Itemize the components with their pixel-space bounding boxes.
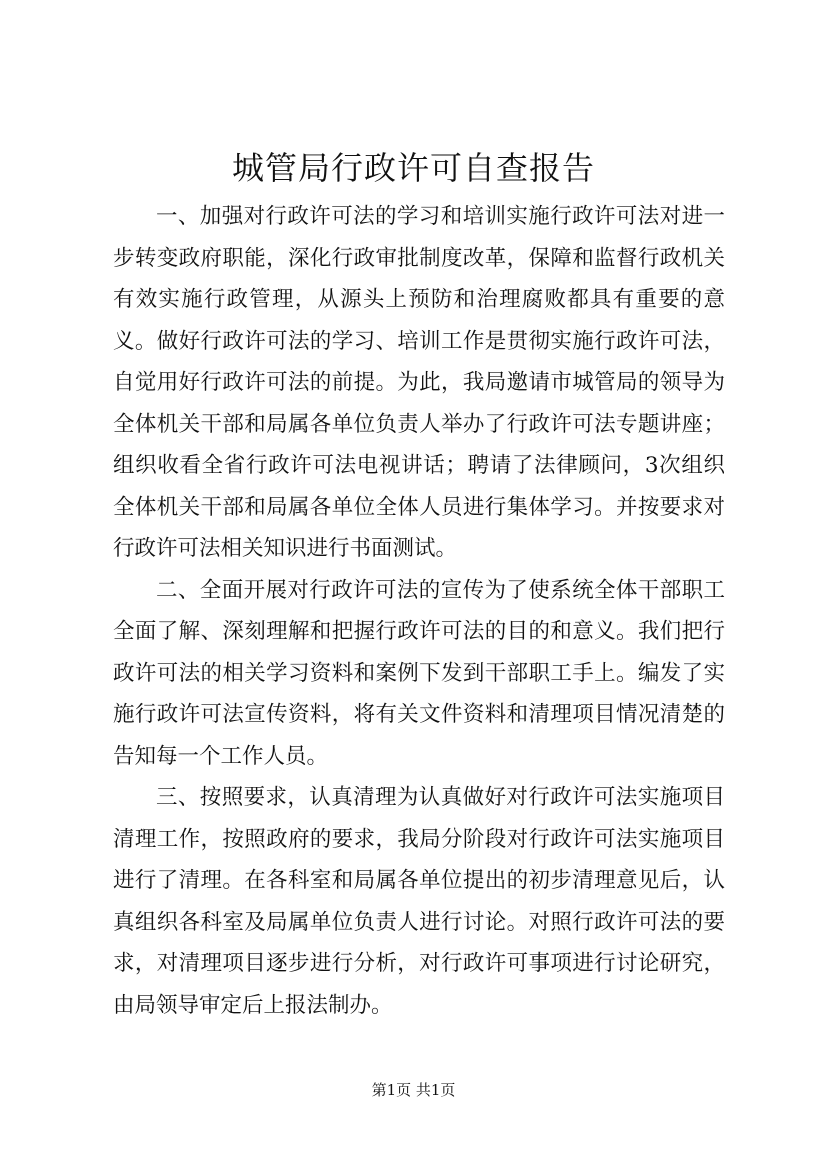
paragraph-section-3: 三、按照要求，认真清理为认真做好对行政许可法实施项目清理工作，按照政府的要求，我局分阶段对行政许可法实施项目进行了清理。在各科室和局属各单位提出的初步清理意见后，认真组织各科室及局属单位负责人进行讨论。对照行政许可法的要求，对清理项目逐步进行分析，对行政许可事项进行讨论研究，由局领导审定后上报法制办。	[113, 785, 725, 1018]
paragraph-section-2: 二、全面开展对行政许可法的宣传为了使系统全体干部职工全面了解、深刻理解和把握行政许可法的目的和意义。我们把行政许可法的相关学习资料和案例下发到干部职工手上。编发了实施行政许可法宣传资料，将有关文件资料和清理项目情况清楚的告知每一个工作人员。	[113, 577, 725, 769]
document-body	[113, 196, 725, 1026]
page-number-footer: 第1页 共1页	[371, 1081, 456, 1099]
document-title: 城管局行政许可自查报告	[231, 149, 595, 187]
paragraph-section-1: 一、加强对行政许可法的学习和培训实施行政许可法对进一步转变政府职能，深化行政审批制度改革，保障和监督行政机关有效实施行政管理，从源头上预防和治理腐败都具有重要的意义。做好行政许可法的学习、培训工作是贯彻实施行政许可法，自觉用好行政许可法的前提。为此，我局邀请市城管局的领导为全体机关干部和局属各单位负责人举办了行政许可法专题讲座；组织收看全省行政许可法电视讲话；聘请了法律顾问，3次组织全体机关干部和局属各单位全体人员进行集体学习。并按要求对行政许可法相关知识进行书面测试。	[113, 204, 725, 561]
